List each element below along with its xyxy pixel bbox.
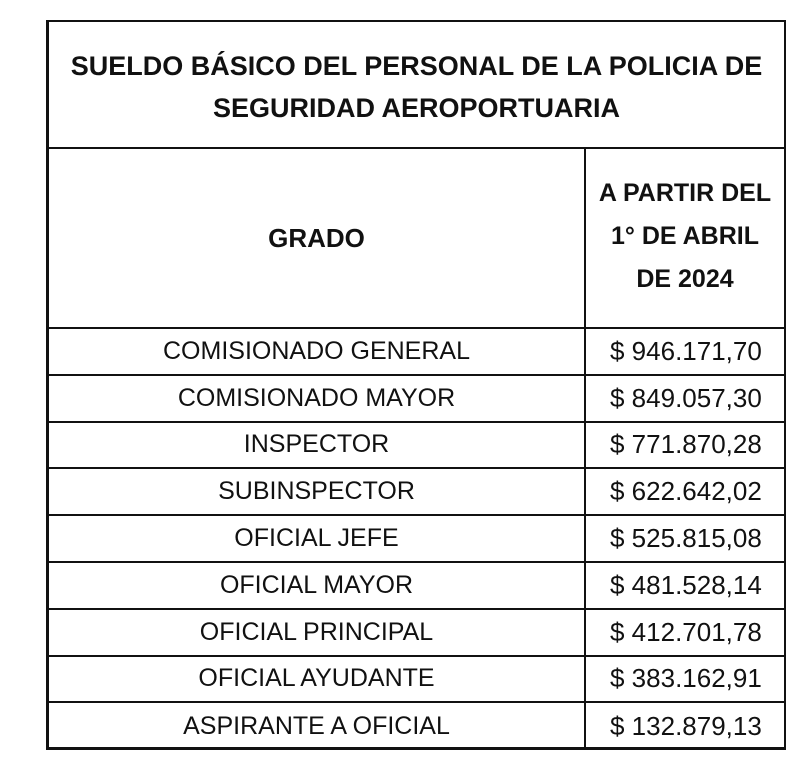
table-row [49,516,784,563]
row-grado: OFICIAL PRINCIPAL [49,610,586,655]
table-title-line-1: SUELDO BÁSICO DEL PERSONAL DE LA POLICIA DE [70,50,763,81]
table-row [49,610,784,657]
table-header-row [49,149,784,329]
table-row [49,329,784,376]
row-monto: $ 525.815,08 [610,523,762,554]
row-monto: $ 622.642,02 [610,476,762,507]
row-monto: $ 481.528,14 [610,569,762,600]
header-fecha-line-3: DE 2024 [636,264,734,293]
row-monto: $ 771.870,28 [610,429,762,460]
row-grado: ASPIRANTE A OFICIAL [49,703,586,750]
row-grado: COMISIONADO GENERAL [49,329,586,374]
header-fecha-line-2: 1° DE ABRIL [611,221,759,250]
table-title-line-2: SEGURIDAD AEROPORTUARIA [212,92,620,123]
row-grado: OFICIAL AYUDANTE [49,657,586,702]
row-grado: INSPECTOR [49,423,586,468]
table-row [49,703,784,750]
row-grado: COMISIONADO MAYOR [49,376,586,421]
table-row [49,469,784,516]
table-title [49,22,784,149]
salary-table [46,20,786,750]
row-monto: $ 849.057,30 [610,382,762,413]
header-fecha [586,149,784,327]
row-grado: OFICIAL MAYOR [49,563,586,608]
table-row [49,657,784,704]
row-monto: $ 946.171,70 [610,335,762,366]
table-row [49,376,784,423]
header-fecha-line-1: A PARTIR DEL [598,178,772,207]
table-row [49,423,784,470]
row-monto: $ 132.879,13 [610,711,762,742]
row-monto: $ 383.162,91 [610,663,762,694]
header-grado: GRADO [49,149,586,327]
row-monto: $ 412.701,78 [610,616,762,647]
row-grado: OFICIAL JEFE [49,516,586,561]
table-row [49,563,784,610]
row-grado: SUBINSPECTOR [49,469,586,514]
